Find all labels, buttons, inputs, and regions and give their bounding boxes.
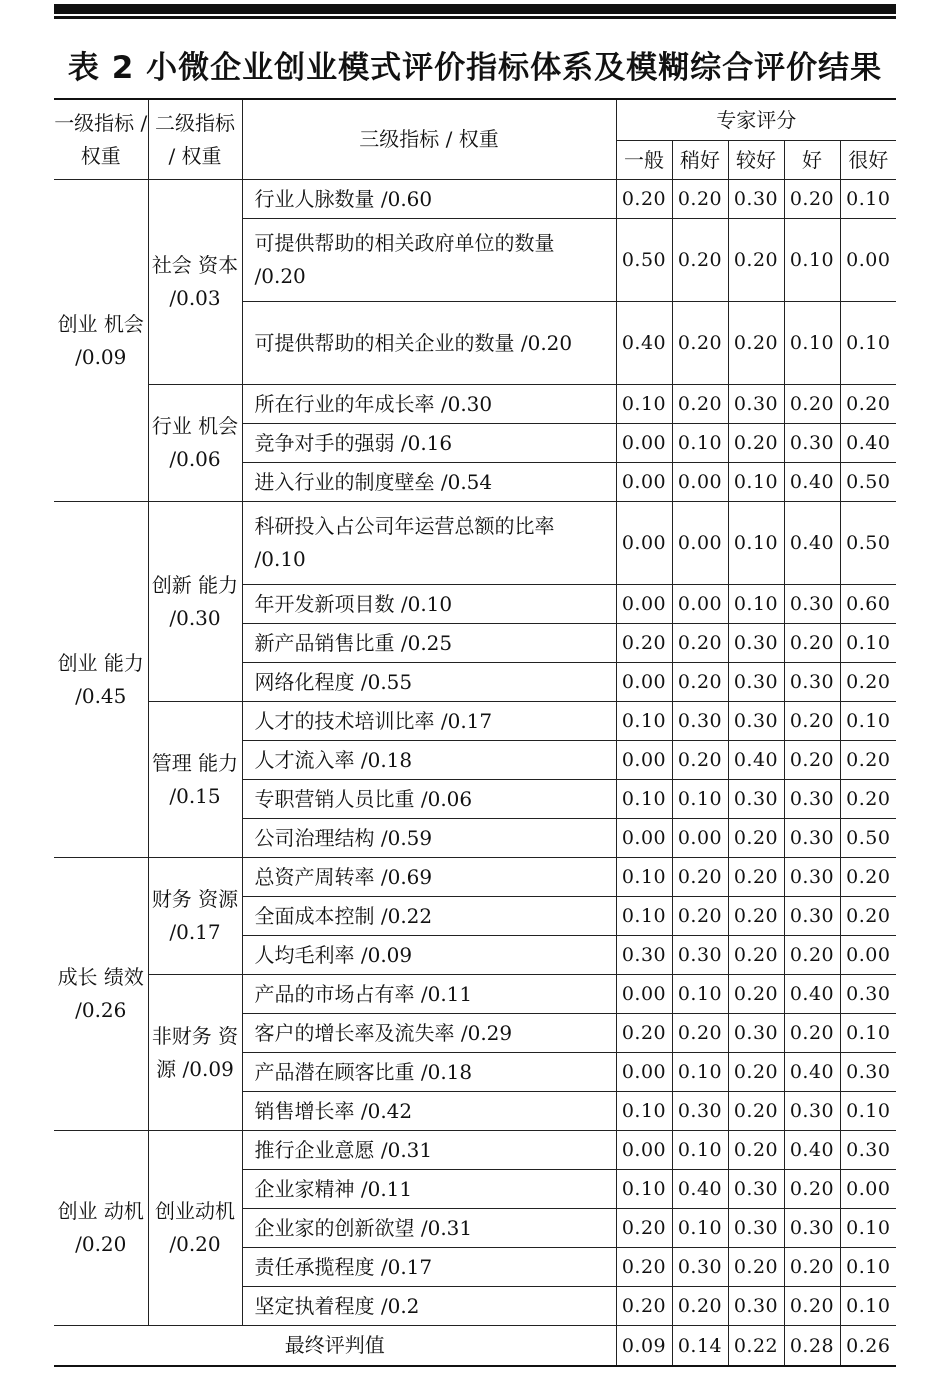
score-cell: 0.50	[616, 219, 672, 302]
level3-cell: 进入行业的制度壁垒 /0.54	[242, 463, 616, 502]
level3-cell: 公司治理结构 /0.59	[242, 819, 616, 858]
score-cell: 0.30	[840, 1053, 896, 1092]
final-score-cell: 0.09	[616, 1326, 672, 1367]
header-grade: 很好	[840, 141, 896, 180]
score-cell: 0.10	[672, 975, 728, 1014]
level2-cell: 非财务 资源 /0.09	[148, 975, 242, 1131]
score-cell: 0.00	[616, 463, 672, 502]
score-cell: 0.40	[784, 502, 840, 585]
score-cell: 0.20	[784, 1287, 840, 1326]
header-grade: 较好	[728, 141, 784, 180]
score-cell: 0.20	[672, 624, 728, 663]
score-cell: 0.20	[784, 1248, 840, 1287]
level3-cell: 可提供帮助的相关政府单位的数量 /0.20	[242, 219, 616, 302]
score-cell: 0.10	[616, 897, 672, 936]
score-cell: 0.20	[840, 663, 896, 702]
level3-cell: 人均毛利率 /0.09	[242, 936, 616, 975]
level2-cell: 创业动机 /0.20	[148, 1131, 242, 1326]
level3-cell: 销售增长率 /0.42	[242, 1092, 616, 1131]
level1-cell: 创业 能力 /0.45	[54, 502, 148, 858]
score-cell: 0.20	[672, 219, 728, 302]
level3-cell: 新产品销售比重 /0.25	[242, 624, 616, 663]
score-cell: 0.30	[784, 424, 840, 463]
score-cell: 0.10	[616, 780, 672, 819]
score-cell: 0.20	[672, 1287, 728, 1326]
level3-cell: 企业家精神 /0.11	[242, 1170, 616, 1209]
level3-cell: 年开发新项目数 /0.10	[242, 585, 616, 624]
score-cell: 0.20	[840, 385, 896, 424]
score-cell: 0.30	[728, 702, 784, 741]
table-row	[54, 180, 896, 219]
level2-cell: 创新 能力 /0.30	[148, 502, 242, 702]
score-cell: 0.10	[672, 1053, 728, 1092]
score-cell: 0.30	[728, 1287, 784, 1326]
final-score-cell: 0.26	[846, 1334, 891, 1357]
top-rule-thick	[54, 4, 896, 14]
table-row	[54, 975, 896, 1014]
score-cell: 0.10	[616, 385, 672, 424]
score-cell: 0.30	[672, 936, 728, 975]
score-cell: 0.30	[784, 858, 840, 897]
evaluation-table	[54, 98, 896, 1367]
score-cell: 0.50	[840, 819, 896, 858]
score-cell: 0.10	[840, 302, 896, 385]
score-cell: 0.20	[616, 1287, 672, 1326]
score-cell: 0.30	[728, 385, 784, 424]
header-level1: 一级指标 / 权重	[54, 99, 148, 180]
table-row	[54, 858, 896, 897]
score-cell: 0.00	[616, 1053, 672, 1092]
score-cell: 0.10	[840, 180, 896, 219]
score-cell: 0.00	[672, 463, 728, 502]
final-row	[54, 1326, 896, 1367]
score-cell: 0.40	[728, 741, 784, 780]
score-cell: 0.20	[728, 975, 784, 1014]
score-cell: 0.20	[784, 1170, 840, 1209]
score-cell: 0.10	[840, 702, 896, 741]
top-rule-thin	[54, 16, 896, 19]
score-cell: 0.30	[728, 1170, 784, 1209]
score-cell: 0.30	[728, 624, 784, 663]
level3-cell: 产品的市场占有率 /0.11	[242, 975, 616, 1014]
final-score-cell: 0.14	[672, 1326, 728, 1367]
score-cell: 0.20	[672, 180, 728, 219]
score-cell: 0.20	[728, 1092, 784, 1131]
final-score-cell: 0.22	[728, 1326, 784, 1367]
score-cell: 0.20	[672, 385, 728, 424]
table-title: 表 2 小微企业创业模式评价指标体系及模糊综合评价结果	[67, 50, 883, 86]
score-cell: 0.20	[784, 385, 840, 424]
score-cell: 0.30	[784, 1209, 840, 1248]
score-cell: 0.40	[784, 1131, 840, 1170]
level3-cell: 人才流入率 /0.18	[242, 741, 616, 780]
score-cell: 0.10	[840, 624, 896, 663]
score-cell: 0.10	[840, 1209, 896, 1248]
final-score-cell: 0.28	[784, 1326, 840, 1367]
score-cell: 0.40	[616, 302, 672, 385]
score-cell: 0.30	[672, 702, 728, 741]
score-cell: 0.10	[616, 702, 672, 741]
score-cell: 0.00	[616, 424, 672, 463]
level3-cell: 竞争对手的强弱 /0.16	[242, 424, 616, 463]
score-cell: 0.30	[840, 1131, 896, 1170]
score-cell: 0.40	[784, 975, 840, 1014]
score-cell: 0.30	[616, 936, 672, 975]
score-cell: 0.10	[840, 1014, 896, 1053]
score-cell: 0.20	[728, 424, 784, 463]
level3-cell: 推行企业意愿 /0.31	[242, 1131, 616, 1170]
score-cell: 0.20	[784, 702, 840, 741]
level3-cell: 网络化程度 /0.55	[242, 663, 616, 702]
score-cell: 0.20	[616, 1209, 672, 1248]
score-cell: 0.00	[616, 975, 672, 1014]
score-cell: 0.20	[840, 780, 896, 819]
level2-cell: 管理 能力 /0.15	[148, 702, 242, 858]
header-expert: 专家评分	[616, 99, 896, 141]
score-cell: 0.40	[840, 424, 896, 463]
header-grade: 一般	[616, 141, 672, 180]
score-cell: 0.20	[728, 1131, 784, 1170]
score-cell: 0.20	[728, 819, 784, 858]
level2-cell: 财务 资源 /0.17	[148, 858, 242, 975]
score-cell: 0.30	[840, 975, 896, 1014]
score-cell: 0.50	[840, 463, 896, 502]
level1-cell: 创业 动机 /0.20	[54, 1131, 148, 1326]
score-cell: 0.20	[840, 858, 896, 897]
level2-cell: 社会 资本 /0.03	[148, 180, 242, 385]
score-cell: 0.30	[784, 819, 840, 858]
score-cell: 0.10	[672, 424, 728, 463]
level3-cell: 人才的技术培训比率 /0.17	[242, 702, 616, 741]
score-cell: 0.30	[672, 1092, 728, 1131]
score-cell: 0.30	[728, 1014, 784, 1053]
score-cell: 0.20	[672, 897, 728, 936]
score-cell: 0.30	[728, 180, 784, 219]
score-cell: 0.20	[672, 858, 728, 897]
score-cell: 0.10	[672, 1131, 728, 1170]
score-cell: 0.10	[784, 219, 840, 302]
score-cell: 0.20	[728, 858, 784, 897]
score-cell: 0.10	[728, 463, 784, 502]
level3-cell: 产品潜在顾客比重 /0.18	[242, 1053, 616, 1092]
score-cell: 0.10	[672, 780, 728, 819]
score-cell: 0.30	[784, 897, 840, 936]
score-cell: 0.20	[784, 936, 840, 975]
score-cell: 0.10	[784, 302, 840, 385]
level3-cell: 坚定执着程度 /0.2	[242, 1287, 616, 1326]
score-cell: 0.30	[728, 1209, 784, 1248]
score-cell: 0.00	[672, 585, 728, 624]
score-cell: 0.20	[784, 180, 840, 219]
score-cell: 0.20	[784, 741, 840, 780]
table-row	[54, 1131, 896, 1170]
score-cell: 0.20	[728, 1248, 784, 1287]
score-cell: 0.10	[840, 1248, 896, 1287]
score-cell: 0.00	[840, 1170, 896, 1209]
score-cell: 0.20	[840, 741, 896, 780]
score-cell: 0.20	[840, 897, 896, 936]
score-cell: 0.30	[784, 585, 840, 624]
header-grade: 稍好	[672, 141, 728, 180]
level3-cell: 总资产周转率 /0.69	[242, 858, 616, 897]
score-cell: 0.20	[616, 180, 672, 219]
level1-cell: 创业 机会 /0.09	[54, 180, 148, 502]
score-cell: 0.00	[672, 819, 728, 858]
score-cell: 0.50	[840, 502, 896, 585]
score-cell: 0.40	[672, 1170, 728, 1209]
score-cell: 0.20	[672, 302, 728, 385]
score-cell: 0.10	[616, 1092, 672, 1131]
level1-cell: 成长 绩效 /0.26	[54, 858, 148, 1131]
table-body	[54, 180, 896, 1367]
score-cell: 0.20	[672, 1014, 728, 1053]
header-level2: 二级指标 / 权重	[148, 99, 242, 180]
header-grade: 好	[784, 141, 840, 180]
score-cell: 0.60	[840, 585, 896, 624]
score-cell: 0.20	[728, 219, 784, 302]
level3-cell: 专职营销人员比重 /0.06	[242, 780, 616, 819]
level3-cell: 科研投入占公司年运营总额的比率 /0.10	[242, 502, 616, 585]
score-cell: 0.20	[728, 302, 784, 385]
score-cell: 0.20	[672, 663, 728, 702]
level3-cell: 所在行业的年成长率 /0.30	[242, 385, 616, 424]
score-cell: 0.00	[616, 502, 672, 585]
score-cell: 0.20	[784, 624, 840, 663]
score-cell: 0.10	[728, 585, 784, 624]
score-cell: 0.00	[616, 1131, 672, 1170]
score-cell: 0.30	[728, 663, 784, 702]
score-cell: 0.40	[784, 1053, 840, 1092]
score-cell: 0.20	[728, 897, 784, 936]
score-cell: 0.10	[672, 1209, 728, 1248]
score-cell: 0.30	[784, 780, 840, 819]
final-label: 最终评判值	[54, 1326, 616, 1367]
score-cell: 0.30	[672, 1248, 728, 1287]
score-cell: 0.20	[672, 741, 728, 780]
score-cell: 0.10	[840, 1287, 896, 1326]
score-cell: 0.30	[784, 663, 840, 702]
score-cell: 0.20	[616, 1248, 672, 1287]
score-cell: 0.20	[784, 1014, 840, 1053]
table-row	[54, 702, 896, 741]
table-row	[54, 502, 896, 585]
score-cell: 0.20	[616, 1014, 672, 1053]
score-cell: 0.00	[672, 502, 728, 585]
table-row	[54, 385, 896, 424]
level2-cell: 行业 机会 /0.06	[148, 385, 242, 502]
score-cell: 0.20	[728, 936, 784, 975]
score-cell: 0.20	[728, 1053, 784, 1092]
score-cell: 0.30	[784, 1092, 840, 1131]
score-cell: 0.00	[616, 663, 672, 702]
score-cell: 0.00	[840, 219, 896, 302]
score-cell: 0.00	[840, 936, 896, 975]
level3-cell: 可提供帮助的相关企业的数量 /0.20	[242, 302, 616, 385]
level3-cell: 企业家的创新欲望 /0.31	[242, 1209, 616, 1248]
header-level3: 三级指标 / 权重	[242, 99, 616, 180]
level3-cell: 行业人脉数量 /0.60	[242, 180, 616, 219]
score-cell: 0.10	[728, 502, 784, 585]
score-cell: 0.00	[616, 741, 672, 780]
level3-cell: 全面成本控制 /0.22	[242, 897, 616, 936]
score-cell: 0.30	[728, 780, 784, 819]
score-cell: 0.40	[784, 463, 840, 502]
level3-cell: 客户的增长率及流失率 /0.29	[242, 1014, 616, 1053]
score-cell: 0.10	[840, 1092, 896, 1131]
score-cell: 0.20	[616, 624, 672, 663]
score-cell: 0.10	[616, 858, 672, 897]
score-cell: 0.10	[616, 1170, 672, 1209]
level3-cell: 责任承揽程度 /0.17	[242, 1248, 616, 1287]
score-cell: 0.00	[616, 819, 672, 858]
score-cell: 0.00	[616, 585, 672, 624]
